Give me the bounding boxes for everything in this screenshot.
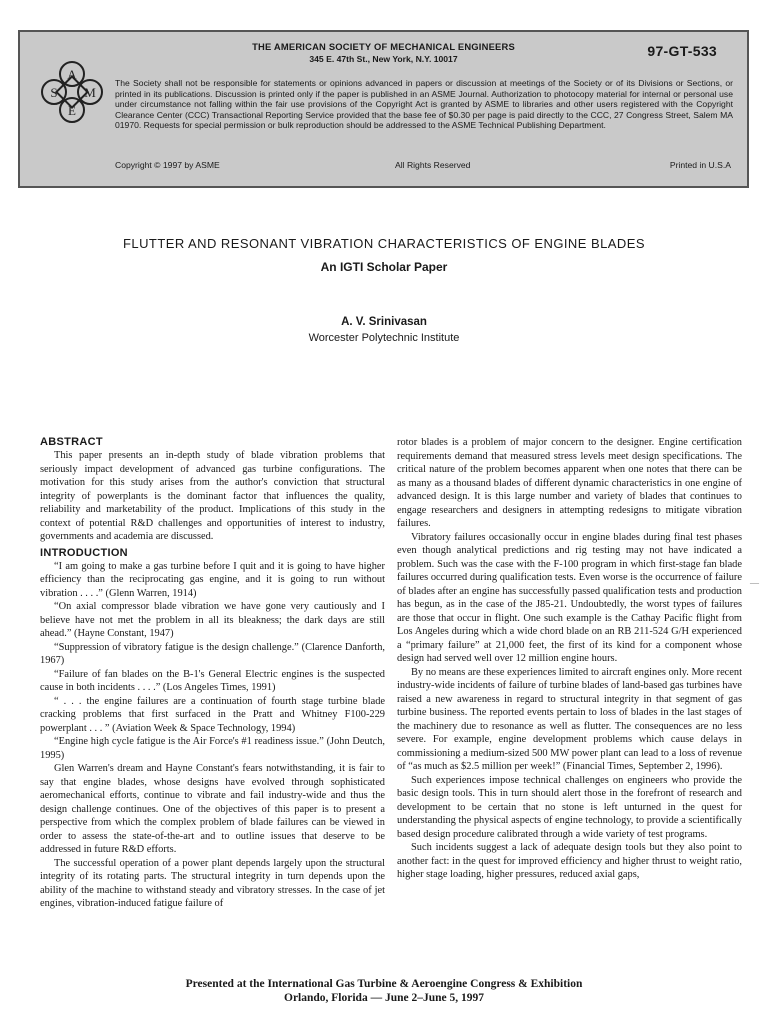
disclaimer-text: The Society shall not be responsible for statements or opinions advanced in papers or discussion at meetings of the Society or of its Divisions or Sections, or printed in its publications. Discussion is printed only if the paper is published in an ASME Journal. Authorization to photocopy material for internal or personal use under circumstance not falling within the fair use provisions of the Copyright Act is granted by ASME to libraries and other users registered with the Copyright Clearance Center (CCC) Transactional Reporting Service provided that the base fee of $0.30 per page is paid directly to the CCC, 27 Congress Street, Salem MA 01970. Requests for special permission or bulk reproduction should be addressed to the ASME Technical Publishing Department. (115, 78, 733, 130)
intro-paragraph: “Suppression of vibratory fatigue is the design challenge.” (Clarence Danforth, 1967) (40, 641, 385, 666)
intro-paragraph: The successful operation of a power plant depends largely upon the structural integrity of its rotating parts. The structural integrity in turn depends upon the ability of the machine to withstand steady and vibratory stresses. In the case of jet engines, vibration-induced fatigue failure of (40, 857, 385, 909)
paper-title: FLUTTER AND RESONANT VIBRATION CHARACTERISTICS OF ENGINE BLADES (123, 236, 645, 251)
logo-letter-s: S (50, 85, 58, 100)
intro-paragraph: Such experiences impose technical challenges on engineers who provide the basic design tools. This in turn should alert those in the forefront of research and development to be certain that no stone is left unturned in the quest for understanding the physical aspects of engine technology, to provide a scientifically based design procedure calibrated through a wide variety of test programs. (397, 774, 742, 840)
intro-paragraph: By no means are these experiences limited to aircraft engines only. More recent industry-wide incidents of failure of turbine blades of land-based gas turbines have raised a new awareness in regard to structural integrity in that segment of gas turbine business. The reported events pertain to loss of blades in the last stages of the machinery due to resonance as well as flutter. The consequences are no less severe. For example, engine development problems which cause delays in commissioning a medium-sized 500 MW power plant can lead to a loss of revenue of “as much as $2.5 million per week!” (Financial Times, September 2, 1996). (397, 666, 742, 772)
intro-paragraph: “Engine high cycle fatigue is the Air Force's #1 readiness issue.” (John Deutch, 1995) (40, 736, 385, 761)
footer-congress: Presented at the International Gas Turbine & Aeroengine Congress & Exhibition (185, 978, 583, 990)
society-address: 345 E. 47th St., New York, N.Y. 10017 (309, 54, 458, 64)
intro-paragraph: “ . . . the engine failures are a continuation of fourth stage turbine blade cracking problems that first surfaced in the Pratt and Whitney F100-229 powerplant . . . ” (Aviation Week & Space Technology, 1994) (40, 695, 385, 734)
margin-mark: — (750, 578, 759, 588)
left-column (40, 436, 385, 911)
logo-letter-m: M (84, 85, 96, 100)
abstract-heading: ABSTRACT (40, 436, 103, 448)
introduction-heading: INTRODUCTION (40, 546, 128, 559)
copyright-notice: Copyright © 1997 by ASME (115, 160, 220, 170)
logo-letter-a: A (67, 67, 77, 82)
intro-paragraph: “I am going to make a gas turbine before I quit and it is going to have higher efficiency than the reciprocating gas engine, and it is going to run without vibration . . . .” (Glenn Warren, 1914) (40, 560, 385, 599)
footer-location-dates: Orlando, Florida — June 2–June 5, 1997 (284, 992, 484, 1004)
abstract-text: This paper presents an in-depth study of blade vibration problems that seriously impact development of advanced gas turbine configurations. The motivation for this study arises from the author's conviction that structural integrity of powerplants is the dominant factor that influences the quality, reliability and marketability of the product. Implications of this study in the context of potential R&D challenges and opportunities of interest to industry, governments and academia are discussed. (40, 450, 385, 542)
intro-paragraph: Vibratory failures occasionally occur in engine blades during final test phases even though analytical predictions and rig testing may not have indicated a problem. Such was the case with the F-100 program in which first-stage fan blade failures occurred during qualification tests. Even worse is the occurrence of failure of blades after an engine has successfully passed qualification tests and production has begun, as in the case of the J85-21. Undoubtedly, the worst types of failures are those that occur in flight. One such example is the Cathay Pacific flight from Los Angeles during which a wide chord blade on an RB 211-524 G/H experienced a “primary failure” at 21,000 feet, the first of its kind for a component whose design had served well over 12 million engine hours. (397, 531, 742, 664)
logo-letter-e: E (68, 103, 76, 118)
intro-paragraph: “On axial compressor blade vibration we have gone very cautiously and I believe have not met the problem in all its bleakness; the dark days are still ahead.” (Hayne Constant, 1947) (40, 601, 385, 639)
intro-continuation: rotor blades is a problem of major concern to the designer. Engine certification requirements demand that measured stress levels meet design specifications. The critical nature of the problem becomes apparent when one notes that there can be as many as a thousand blades of different dynamic characteristics in one engine of advanced design. It is this large number and variety of blades that continues to engage researchers and designers in attempting redesigns to mitigate vibration failures. (397, 437, 742, 529)
asme-logo (34, 54, 110, 130)
rights-reserved: All Rights Reserved (395, 160, 471, 170)
printed-in: Printed in U.S.A (669, 160, 731, 170)
intro-paragraph: “Failure of fan blades on the B-1's General Electric engines is the suspected cause in both incidents . . . .” (Los Angeles Times, 1991) (40, 668, 385, 693)
intro-paragraph: Such incidents suggest a lack of adequate design tools but they also point to another fact: in the quest for improved efficiency and higher thrust to weight ratio, higher stage loading, higher pressures, reduced axial gaps, (397, 842, 742, 880)
author-affiliation: Worcester Polytechnic Institute (308, 332, 460, 344)
paper-subtitle: An IGTI Scholar Paper (320, 260, 448, 274)
presentation-footer (0, 977, 768, 1005)
author-name: A. V. Srinivasan (341, 316, 427, 328)
right-column (397, 436, 742, 882)
paper-number: 97-GT-533 (647, 43, 717, 59)
society-name: THE AMERICAN SOCIETY OF MECHANICAL ENGINEERS (252, 41, 515, 52)
copyright-header-box (18, 30, 749, 188)
intro-paragraph: Glen Warren's dream and Hayne Constant's fears notwithstanding, it is fair to say that engine blades, whose designs have evolved through sophisticated aeromechanical efforts, continue to vibrate and fail industry-wide and thus the design challenge continues. One of the objectives of this paper is to present a perspective from which the complex problem of blade failures can be viewed in order to assess the state-of-the-art and to outline issues that deserve to be addressed in future R&D efforts. (40, 763, 385, 855)
